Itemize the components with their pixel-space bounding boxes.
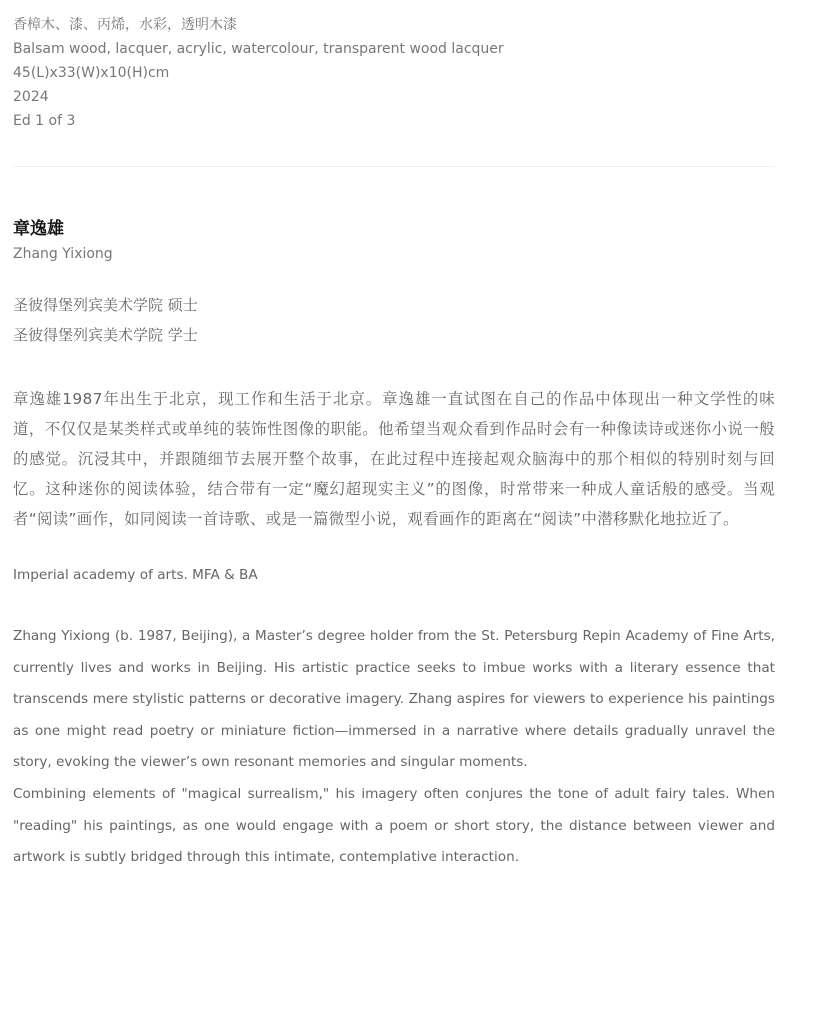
section-divider (13, 166, 775, 167)
education-list-cn (13, 290, 775, 350)
artwork-materials-cn: 香樟木、漆、丙烯，水彩，透明木漆 (13, 17, 237, 33)
artist-name-cn: 章逸雄 (13, 219, 64, 239)
education-item: 圣彼得堡列宾美术学院 学士 (13, 326, 198, 344)
biography-en-paragraph: Zhang Yixiong (b. 1987, Beijing), a Master’s degree holder from the St. Petersburg Repin Academy of Fine Arts, currently lives and works in Beijing. His artistic practice seeks to imbue works with a literary essence that transcends mere stylistic patterns or decorative imagery. Zhang aspires for viewers to experience his paintings as one might read poetry or miniature fiction—immersed in a narrative where details gradually unravel the story, evoking the viewer’s own resonant memories and singular moments. (13, 628, 775, 771)
artist-name-en: Zhang Yixiong (13, 246, 113, 262)
education-en: Imperial academy of arts. MFA & BA (13, 567, 258, 583)
biography-en-paragraph: Combining elements of "magical surrealism," his imagery often conjures the tone of adult fairy tales. When "reading" his paintings, as one would engage with a poem or short story, the distance between viewer and artwork is subtly bridged through this intimate, contemplative interaction. (13, 785, 775, 866)
artwork-specs (13, 0, 775, 133)
artwork-dimensions: 45(L)x33(W)x10(H)cm (13, 65, 170, 81)
page-content (13, 0, 775, 874)
education-item: 圣彼得堡列宾美术学院 硕士 (13, 296, 198, 314)
artwork-edition: Ed 1 of 3 (13, 113, 76, 129)
biography-en (13, 621, 775, 874)
artwork-materials-en: Balsam wood, lacquer, acrylic, watercolour, transparent wood lacquer (13, 41, 504, 57)
biography-cn: 章逸雄1987年出生于北京，现工作和生活于北京。章逸雄一直试图在自己的作品中体现出一种文学性的味道，不仅仅是某类样式或单纯的装饰性图像的职能。他希望当观众看到作品时会有一种像读诗或迷你小说一般的感觉。沉浸其中，并跟随细节去展开整个故事，在此过程中连接起观众脑海中的那个相似的特别时刻与回忆。这种迷你的阅读体验，结合带有一定“魔幻超现实主义”的图像，时常带来一种成人童话般的感受。当观者“阅读”画作，如同阅读一首诗歌、或是一篇微型小说，观看画作的距离在“阅读”中潜移默化地拉近了。 (13, 390, 775, 528)
artwork-year: 2024 (13, 89, 49, 105)
artist-section (13, 217, 775, 874)
